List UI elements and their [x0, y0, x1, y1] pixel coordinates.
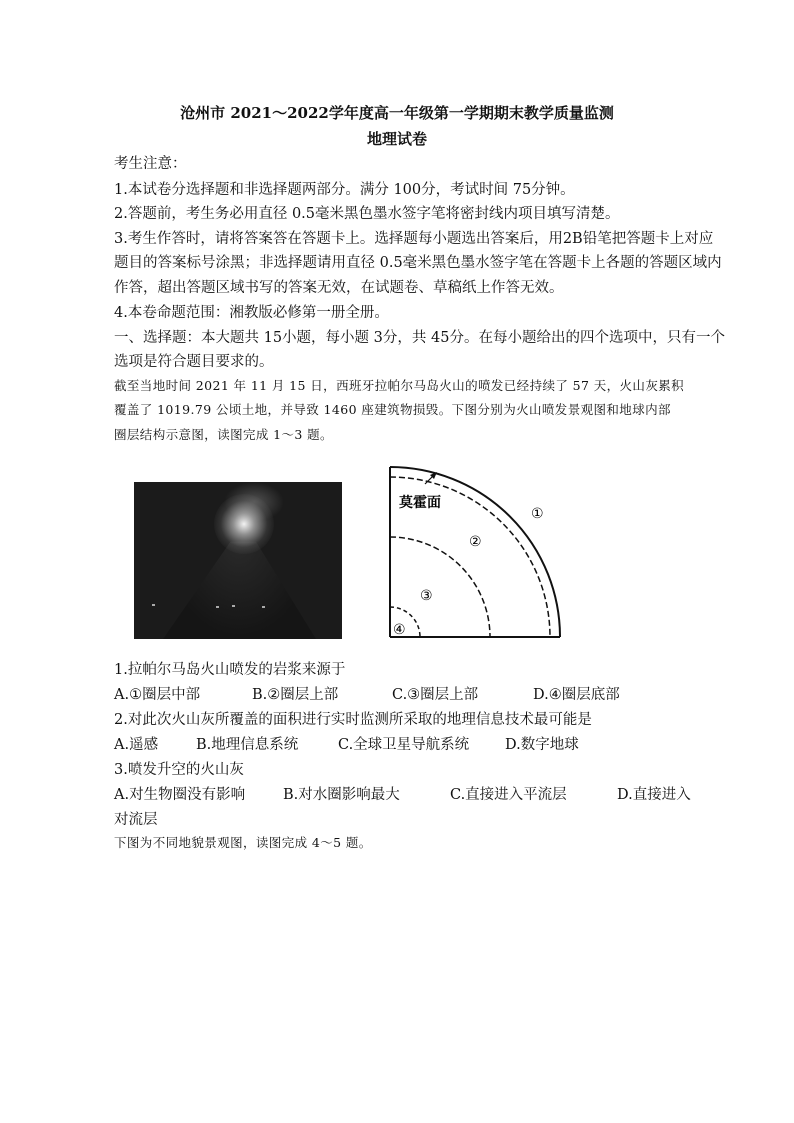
- section-instruction: 一、选择题：本大题共 15小题，每小题 3分，共 45分。在每小题给出的四个选项中，只有一个: [114, 330, 725, 346]
- option-d: D.④圈层底部: [533, 687, 620, 703]
- option-b: B.②圈层上部: [252, 687, 339, 703]
- option-c: C.全球卫星导航系统: [338, 737, 470, 753]
- layer-label-3: ③: [420, 588, 433, 604]
- outer-surface-arc: [390, 467, 560, 637]
- option-d: D.数字地球: [505, 737, 579, 753]
- volcano-eruption-photo: [134, 482, 342, 639]
- passage-line: 圈层结构示意图，读图完成 1～3 题。: [114, 427, 333, 442]
- option-a: A.遥感: [114, 737, 159, 753]
- exam-subtitle: 地理试卷: [366, 130, 427, 148]
- notice-item: 2.答题前，考生务必用直径 0.5毫米黑色墨水签字笔将密封线内项目填写清楚。: [114, 206, 620, 222]
- layer-label-2: ②: [469, 534, 482, 550]
- notice-item: 4.本卷命题范围：湘教版必修第一册全册。: [114, 305, 389, 321]
- question-stem: 3.喷发升空的火山灰: [114, 762, 244, 778]
- option-c: C.直接进入平流层: [450, 787, 567, 803]
- notice-item: 3.考生作答时，请将答案答在答题卡上。选择题每小题选出答案后，用2B铅笔把答题卡上对应: [114, 231, 714, 247]
- question-stem: 2.对此次火山灰所覆盖的面积进行实时监测所采取的地理信息技术最可能是: [114, 712, 592, 728]
- option-continuation: 对流层: [114, 812, 158, 828]
- passage-line: 截至当地时间 2021 年 11 月 15 日，西班牙拉帕尔马岛火山的喷发已经持续了 57 天，火山灰累积: [114, 378, 685, 393]
- option-c: C.③圈层上部: [392, 687, 479, 703]
- option-a: A.对生物圈没有影响: [114, 787, 246, 803]
- layer-label-4: ④: [393, 622, 406, 638]
- layer-label-1: ①: [531, 506, 544, 522]
- option-b: B.地理信息系统: [196, 737, 299, 753]
- moho-label: 莫霍面: [399, 495, 441, 511]
- passage-line: 下图为不同地貌景观图，读图完成 4～5 题。: [114, 835, 372, 850]
- question-stem: 1.拉帕尔马岛火山喷发的岩浆来源于: [114, 662, 346, 678]
- option-d: D.直接进入: [617, 787, 691, 803]
- notice-item: 作答，超出答题区域书写的答案无效，在试题卷、草稿纸上作答无效。: [114, 280, 564, 296]
- earth-layers-diagram: [385, 462, 575, 642]
- notice-heading: 考生注意：: [114, 156, 187, 172]
- notice-item: 1.本试卷分选择题和非选择题两部分。满分 100分，考试时间 75分钟。: [114, 182, 575, 198]
- section-instruction: 选项是符合题目要求的。: [114, 354, 274, 370]
- option-a: A.①圈层中部: [114, 687, 201, 703]
- notice-item: 题目的答案标号涂黑；非选择题请用直径 0.5毫米黑色墨水签字笔在答题卡上各题的答题区域内: [114, 255, 722, 271]
- exam-title: 沧州市 2021～2022学年度高一年级第一学期期末教学质量监测: [180, 104, 614, 122]
- passage-line: 覆盖了 1019.79 公顷土地，并导致 1460 座建筑物损毁。下图分别为火山喷发景观图和地球内部: [114, 402, 671, 417]
- option-b: B.对水圈影响最大: [283, 787, 400, 803]
